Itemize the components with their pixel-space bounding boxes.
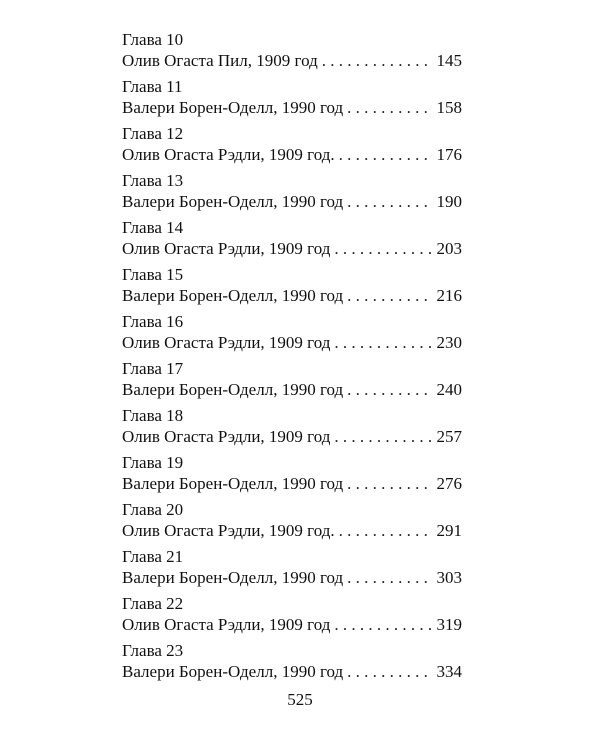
chapter-label: Глава 17 [122,359,184,378]
entry-title: Олив Огаста Рэдли, 1909 год. [122,521,335,540]
entry-title: Валери Борен-Оделл, 1990 год [122,192,344,211]
toc-line [122,238,462,260]
folio-page-number: 525 [287,690,313,709]
chapter-label: Глава 11 [122,77,183,96]
toc-line [122,473,462,495]
entry-page-number: 319 [436,615,462,634]
dot-leader [322,50,432,72]
dot-leader [347,661,432,683]
toc-entry [122,171,462,218]
dot-leader [347,285,432,307]
toc-line [122,332,462,354]
entry-page-number: 145 [436,51,462,70]
toc-line [122,379,462,401]
entry-title: Олив Огаста Рэдли, 1909 год [122,427,331,446]
chapter-label: Глава 15 [122,265,184,284]
entry-title: Валери Борен-Оделл, 1990 год [122,380,344,399]
entry-title: Олив Огаста Рэдли, 1909 год. [122,145,335,164]
toc-line [122,97,462,119]
toc-entry [122,359,462,406]
toc-entry [122,77,462,124]
entry-title: Валери Борен-Оделл, 1990 год [122,474,344,493]
entry-page-number: 203 [436,239,462,258]
chapter-label: Глава 22 [122,594,184,613]
dot-leader [334,614,432,636]
toc-entry [122,641,462,688]
toc-entry [122,594,462,641]
toc-line [122,191,462,213]
table-of-contents [122,30,462,688]
chapter-label: Глава 19 [122,453,184,472]
entry-title: Валери Борен-Оделл, 1990 год [122,98,344,117]
toc-line [122,520,462,542]
entry-title: Валери Борен-Оделл, 1990 год [122,568,344,587]
toc-line [122,567,462,589]
chapter-label: Глава 12 [122,124,184,143]
toc-entry [122,547,462,594]
entry-title: Олив Огаста Рэдли, 1909 год [122,239,331,258]
entry-page-number: 190 [436,192,462,211]
entry-page-number: 158 [436,98,462,117]
toc-entry [122,406,462,453]
entry-page-number: 276 [436,474,462,493]
toc-line [122,661,462,683]
toc-line [122,144,462,166]
dot-leader [347,97,432,119]
entry-title: Олив Огаста Рэдли, 1909 год [122,333,331,352]
toc-entry [122,453,462,500]
entry-page-number: 216 [436,286,462,305]
chapter-label: Глава 10 [122,30,184,49]
toc-entry [122,312,462,359]
dot-leader [347,567,432,589]
chapter-label: Глава 21 [122,547,184,566]
toc-line [122,614,462,636]
toc-entry [122,30,462,77]
entry-title: Олив Огаста Рэдли, 1909 год [122,615,331,634]
dot-leader [347,379,432,401]
chapter-label: Глава 13 [122,171,184,190]
entry-page-number: 230 [436,333,462,352]
chapter-label: Глава 23 [122,641,184,660]
dot-leader [334,332,432,354]
entry-title: Валери Борен-Оделл, 1990 год [122,662,344,681]
entry-title: Олив Огаста Пил, 1909 год [122,51,318,70]
entry-title: Валери Борен-Оделл, 1990 год [122,286,344,305]
toc-line [122,50,462,72]
toc-entry [122,124,462,171]
dot-leader [339,520,432,542]
toc-line [122,426,462,448]
entry-page-number: 334 [436,662,462,681]
dot-leader [339,144,432,166]
dot-leader [334,426,432,448]
entry-page-number: 303 [436,568,462,587]
chapter-label: Глава 16 [122,312,184,331]
entry-page-number: 176 [436,145,462,164]
toc-entry [122,265,462,312]
entry-page-number: 240 [436,380,462,399]
chapter-label: Глава 14 [122,218,184,237]
dot-leader [334,238,432,260]
toc-entry [122,500,462,547]
toc-line [122,285,462,307]
dot-leader [347,473,432,495]
entry-page-number: 257 [436,427,462,446]
dot-leader [347,191,432,213]
chapter-label: Глава 20 [122,500,184,519]
entry-page-number: 291 [436,521,462,540]
chapter-label: Глава 18 [122,406,184,425]
toc-entry [122,218,462,265]
